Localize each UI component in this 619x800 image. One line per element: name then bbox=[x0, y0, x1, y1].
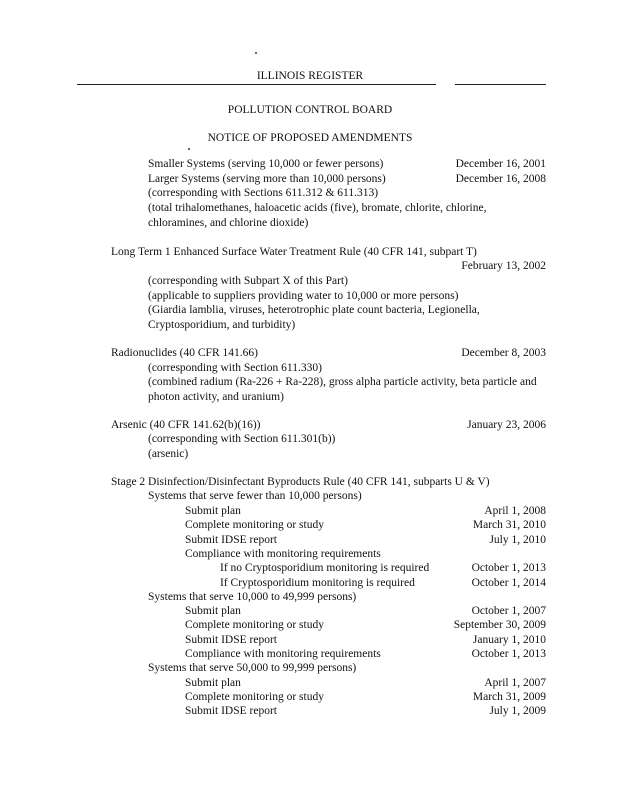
group1-complete-monitoring: Complete monitoring or study bbox=[185, 519, 324, 531]
arsenic-label: Arsenic (40 CFR 141.62(b)(16)) bbox=[111, 419, 261, 431]
group2-compliance: Compliance with monitoring requirements bbox=[185, 648, 381, 660]
contaminant-list-line2: chloramines, and chlorine dioxide) bbox=[148, 217, 309, 229]
group3-submit-plan-date: April 1, 2007 bbox=[484, 677, 546, 689]
lt1-corresponding: (corresponding with Subpart X of this Part) bbox=[148, 275, 348, 287]
group2-compliance-date: October 1, 2013 bbox=[471, 648, 546, 660]
smaller-systems-label: Smaller Systems (serving 10,000 or fewer persons) bbox=[148, 158, 384, 170]
group1-no-crypto: If no Cryptosporidium monitoring is required bbox=[220, 562, 430, 574]
group1-no-crypto-date: October 1, 2013 bbox=[471, 562, 546, 574]
group2-submit-idse-date: January 1, 2010 bbox=[472, 634, 546, 646]
scan-speck bbox=[188, 148, 190, 150]
group2-submit-idse: Submit IDSE report bbox=[185, 634, 277, 646]
group3-submit-idse-date: July 1, 2009 bbox=[489, 705, 546, 717]
radionuclides-corresponding: (corresponding with Section 611.330) bbox=[148, 362, 322, 374]
group3-complete-monitoring: Complete monitoring or study bbox=[185, 691, 324, 703]
group2-title: Systems that serve 10,000 to 49,999 persons) bbox=[148, 591, 357, 603]
group1-crypto-date: October 1, 2014 bbox=[471, 577, 546, 589]
board-title: POLLUTION CONTROL BOARD bbox=[227, 104, 393, 116]
contaminant-list-line1: (total trihalomethanes, haloacetic acids (five), bromate, chlorite, chlorine, bbox=[148, 202, 487, 214]
group1-submit-idse-date: July 1, 2010 bbox=[489, 534, 546, 546]
group3-submit-idse: Submit IDSE report bbox=[185, 705, 277, 717]
header-rule-right bbox=[455, 84, 546, 85]
group2-complete-monitoring-date: September 30, 2009 bbox=[453, 619, 546, 631]
group1-submit-plan-date: April 1, 2008 bbox=[484, 505, 546, 517]
radionuclides-list-line2: photon activity, and uranium) bbox=[148, 391, 284, 403]
lt1-rule-date: February 13, 2002 bbox=[461, 260, 546, 272]
arsenic-list: (arsenic) bbox=[148, 448, 189, 460]
corresponding-sections: (corresponding with Sections 611.312 & 611.313) bbox=[148, 187, 379, 199]
group1-submit-idse: Submit IDSE report bbox=[185, 534, 277, 546]
header-rule-left bbox=[77, 84, 436, 85]
larger-systems-label: Larger Systems (serving more than 10,000 persons) bbox=[148, 173, 386, 185]
arsenic-date: January 23, 2006 bbox=[467, 419, 546, 431]
larger-systems-date: December 16, 2008 bbox=[455, 173, 546, 185]
group3-submit-plan: Submit plan bbox=[185, 677, 241, 689]
group1-title: Systems that serve fewer than 10,000 persons) bbox=[148, 490, 362, 502]
notice-title: NOTICE OF PROPOSED AMENDMENTS bbox=[207, 132, 413, 144]
radionuclides-date: December 8, 2003 bbox=[461, 347, 546, 359]
lt1-applicability: (applicable to suppliers providing water to 10,000 or more persons) bbox=[148, 290, 459, 302]
group3-title: Systems that serve 50,000 to 99,999 persons) bbox=[148, 662, 357, 674]
group2-submit-plan-date: October 1, 2007 bbox=[471, 605, 546, 617]
lt1-list-line2: Cryptosporidium, and turbidity) bbox=[148, 319, 296, 331]
group1-compliance: Compliance with monitoring requirements bbox=[185, 548, 381, 560]
group1-complete-monitoring-date: March 31, 2010 bbox=[472, 519, 546, 531]
radionuclides-list-line1: (combined radium (Ra-226 + Ra-228), gross alpha particle activity, beta particle and bbox=[148, 376, 537, 388]
stage2-rule-label: Stage 2 Disinfection/Disinfectant Byproducts Rule (40 CFR 141, subparts U & V) bbox=[111, 476, 490, 488]
group2-complete-monitoring: Complete monitoring or study bbox=[185, 619, 324, 631]
lt1-list-line1: (Giardia lamblia, viruses, heterotrophic plate count bacteria, Legionella, bbox=[148, 304, 480, 316]
group2-submit-plan: Submit plan bbox=[185, 605, 241, 617]
register-title: ILLINOIS REGISTER bbox=[256, 70, 364, 82]
scan-speck bbox=[255, 52, 257, 54]
group1-crypto: If Cryptosporidium monitoring is required bbox=[220, 577, 415, 589]
group1-submit-plan: Submit plan bbox=[185, 505, 241, 517]
arsenic-corresponding: (corresponding with Section 611.301(b)) bbox=[148, 433, 336, 445]
smaller-systems-date: December 16, 2001 bbox=[455, 158, 546, 170]
lt1-rule-label: Long Term 1 Enhanced Surface Water Treatment Rule (40 CFR 141, subpart T) bbox=[111, 246, 477, 258]
group3-complete-monitoring-date: March 31, 2009 bbox=[472, 691, 546, 703]
radionuclides-label: Radionuclides (40 CFR 141.66) bbox=[111, 347, 258, 359]
